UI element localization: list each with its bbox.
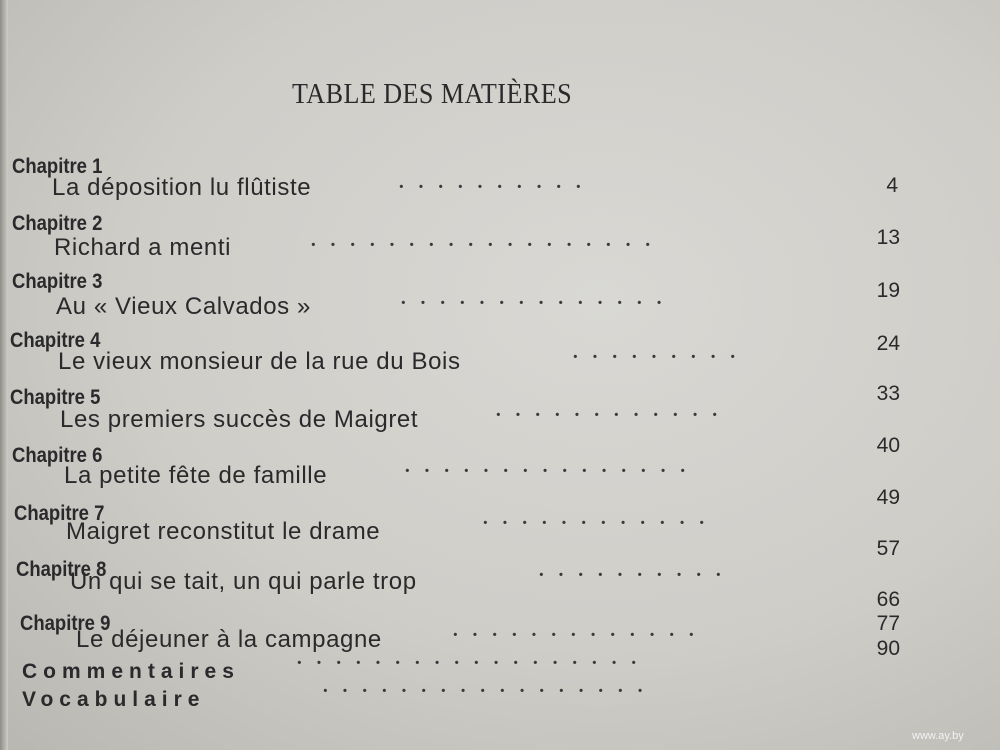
commentaires-label: Commentaires <box>22 660 240 683</box>
page-title: TABLE DES MATIÈRES <box>292 78 573 110</box>
leader-dots: ·················· <box>310 234 665 256</box>
chapter-6-label: Chapitre 6 <box>12 444 103 467</box>
page-edge-shadow <box>0 0 8 750</box>
chapter-9-title: Le déjeuner à la campagne <box>76 626 382 653</box>
chapter-4-title: Le vieux monsieur de la rue du Bois <box>58 348 461 375</box>
leader-dots: ·············· <box>400 292 676 314</box>
chapter-2-label: Chapitre 2 <box>12 212 103 235</box>
chapter-1-page: 4 <box>886 174 898 197</box>
chapter-7-title: Maigret reconstitut le drame <box>66 518 381 545</box>
chapter-3-page: 19 <box>876 279 900 302</box>
chapter-1-label: Chapitre 1 <box>12 155 103 178</box>
chapter-7-page: 49 <box>876 486 900 509</box>
watermark: www.ay.by <box>912 730 964 742</box>
chapter-1-title: La déposition lu flûtiste <box>52 174 312 201</box>
leader-dots: ·········· <box>538 564 735 586</box>
leader-dots: ········· <box>572 346 750 368</box>
chapter-5-page: 33 <box>876 382 900 405</box>
leader-dots: ················· <box>322 680 657 702</box>
chapter-2-page: 13 <box>876 226 900 249</box>
chapter-3-label: Chapitre 3 <box>12 270 103 293</box>
leader-dots: ··············· <box>404 460 700 482</box>
leader-dots: ············ <box>482 512 719 534</box>
chapter-2-title: Richard a menti <box>54 234 232 261</box>
chapter-3-title: Au « Vieux Calvados » <box>56 293 311 320</box>
chapter-4-page: 24 <box>876 332 900 355</box>
leader-dots: ·········· <box>398 176 595 198</box>
chapter-6-title: La petite fête de famille <box>64 462 328 489</box>
chapter-6-page: 40 <box>876 434 900 457</box>
vocabulaire-page: 90 <box>876 637 900 660</box>
leader-dots: ············· <box>452 624 708 646</box>
commentaires-page: 77 <box>876 612 900 635</box>
chapter-7-label: Chapitre 7 <box>14 502 105 525</box>
chapter-5-label: Chapitre 5 <box>10 386 101 409</box>
leader-dots: ·················· <box>296 652 651 674</box>
chapter-8-title: Un qui se tait, un qui parle trop <box>70 568 417 595</box>
leader-dots: ············ <box>495 404 732 426</box>
vocabulaire-label: Vocabulaire <box>22 688 206 711</box>
chapter-9-page: 66 <box>876 588 900 611</box>
chapter-8-page: 57 <box>876 537 900 560</box>
chapter-8-label: Chapitre 8 <box>16 558 107 581</box>
chapter-5-title: Les premiers succès de Maigret <box>60 406 419 433</box>
chapter-4-label: Chapitre 4 <box>10 329 101 352</box>
chapter-9-label: Chapitre 9 <box>20 612 111 635</box>
